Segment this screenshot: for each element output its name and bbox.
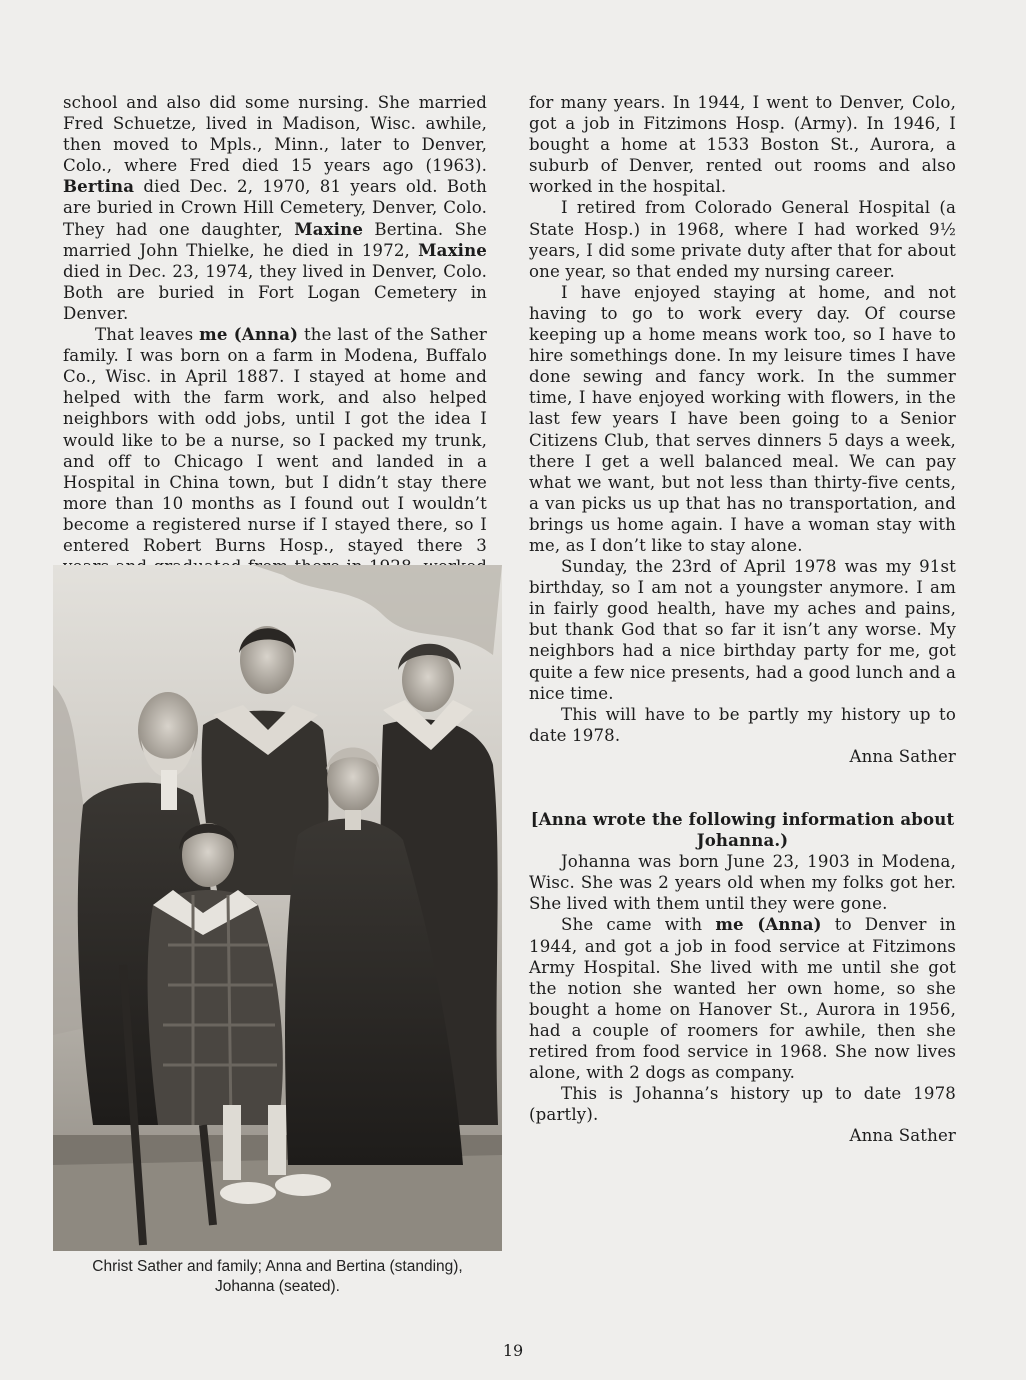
family-photograph (53, 565, 502, 1251)
left-paragraph-2 (63, 324, 487, 598)
right-paragraph-8: This is Johanna’s history up to date 1978 (partly). (529, 1084, 956, 1125)
signature-2: Anna Sather (849, 1126, 956, 1146)
family-photo-illustration (53, 565, 502, 1251)
spacer (529, 767, 956, 809)
left-column (63, 92, 487, 598)
signature-1: Anna Sather (849, 746, 956, 766)
text-run: died Dec. 2, 1970, 81 years old. Both are buried in Crown Hill Cemetery, Denver, Colo. They had one daughter, (63, 177, 487, 239)
text-run: to Denver in 1944, and got a job in food service at Fitzimons Army Hospital. She lived with me until she got the notion she wanted her own home, so she bought a home on Hanover St., Aurora in 1956, had a couple of roomers for awhile, then she retired from food service in 1968. She now lives alone, with 2 dogs as company. (529, 915, 956, 1083)
left-paragraph-1 (63, 92, 487, 324)
right-paragraph-4: Sunday, the 23rd of April 1978 was my 91st birthday, so I am not a youngster anymore. I am in fairly good health, have my aches and pains, but thank God that so far it isn’t any worse. My neighbors had a nice birthday party for me, got quite a few nice presents, had a good lunch and a nice time. (529, 557, 956, 703)
text-run: school and also did some nursing. She married Fred Schuetze, lived in Madison, Wisc. awhile, then moved to Mpls., Minn., later to Denver, Colo., where Fred died 15 years ago (1963). (63, 93, 487, 176)
right-paragraph-2: I retired from Colorado General Hospital (a State Hosp.) in 1968, where I had worked 9½ years, I did some private duty after that for about one year, so that ended my nursing career. (529, 198, 956, 281)
bold-name: me (Anna) (715, 914, 822, 935)
right-paragraph-7 (529, 914, 956, 1083)
text-run: the last of the Sather family. I was born on a farm in Modena, Buffalo Co., Wisc. in April 1887. I stayed at home and helped with the farm work, and also helped neighbors with odd jobs, until I got the idea I would like to be a nurse, so I packed my trunk, and off to Chicago I went and landed in a Hospital in China town, but I didn’t stay there more than 10 months as I found out I wouldn’t become a registered nurse if I stayed there, so I entered Robert Burns Hosp., stayed there 3 (63, 325, 487, 555)
right-column (529, 92, 956, 1147)
page-number: 19 (502, 1341, 524, 1360)
text-run: She came with (561, 915, 716, 935)
text-run: died in Dec. 23, 1974, they lived in Denver, Colo. Both are buried in Fort Logan Cemetery in Denver. (63, 261, 487, 323)
right-paragraph-3: I have enjoyed staying at home, and not having to go to work every day. Of course keeping up a home means work too, so I have to hire somethings done. In my leisure times I have done sewing and fancy work. In the summer time, I have enjoyed working with flowers, in the last few years I have been going to a Senior Citizens Club, that serves dinners 5 days a week, there I get a well balanced meal. We can pay what we want, but not less than thirty-five cents, a van picks us up that has no transportation, and brings us home again. I have a woman stay with me, as I don’t like to stay alone. (529, 282, 956, 555)
note-heading: [Anna wrote the following information about Johanna.) (530, 809, 955, 851)
bold-name: me (Anna) (199, 324, 299, 345)
bold-name: Bertina (63, 176, 135, 197)
caption-line-1: Christ Sather and family; Anna and Bertina (standing), (92, 1258, 463, 1275)
right-paragraph-6: Johanna was born June 23, 1903 in Modena, Wisc. She was 2 years old when my folks got her. She lived with them until they were gone. (529, 852, 956, 914)
photo-caption (53, 1257, 502, 1297)
caption-line-2: Johanna (seated). (215, 1278, 340, 1295)
text-run: Bertina. She married John Thielke, he died in 1972, (63, 219, 487, 260)
bold-name: Maxine (418, 239, 487, 260)
right-paragraph-5: This will have to be partly my history up to date 1978. (529, 704, 956, 745)
right-paragraph-1: for many years. In 1944, I went to Denver, Colo, got a job in Fitzimons Hosp. (Army). In 1946, I bought a home at 1533 Boston St., Aurora, a suburb of Denver, rented out rooms and also worked in the hospital. (529, 93, 956, 197)
text-run: That leaves (95, 325, 200, 345)
bold-name: Maxine (294, 218, 364, 239)
